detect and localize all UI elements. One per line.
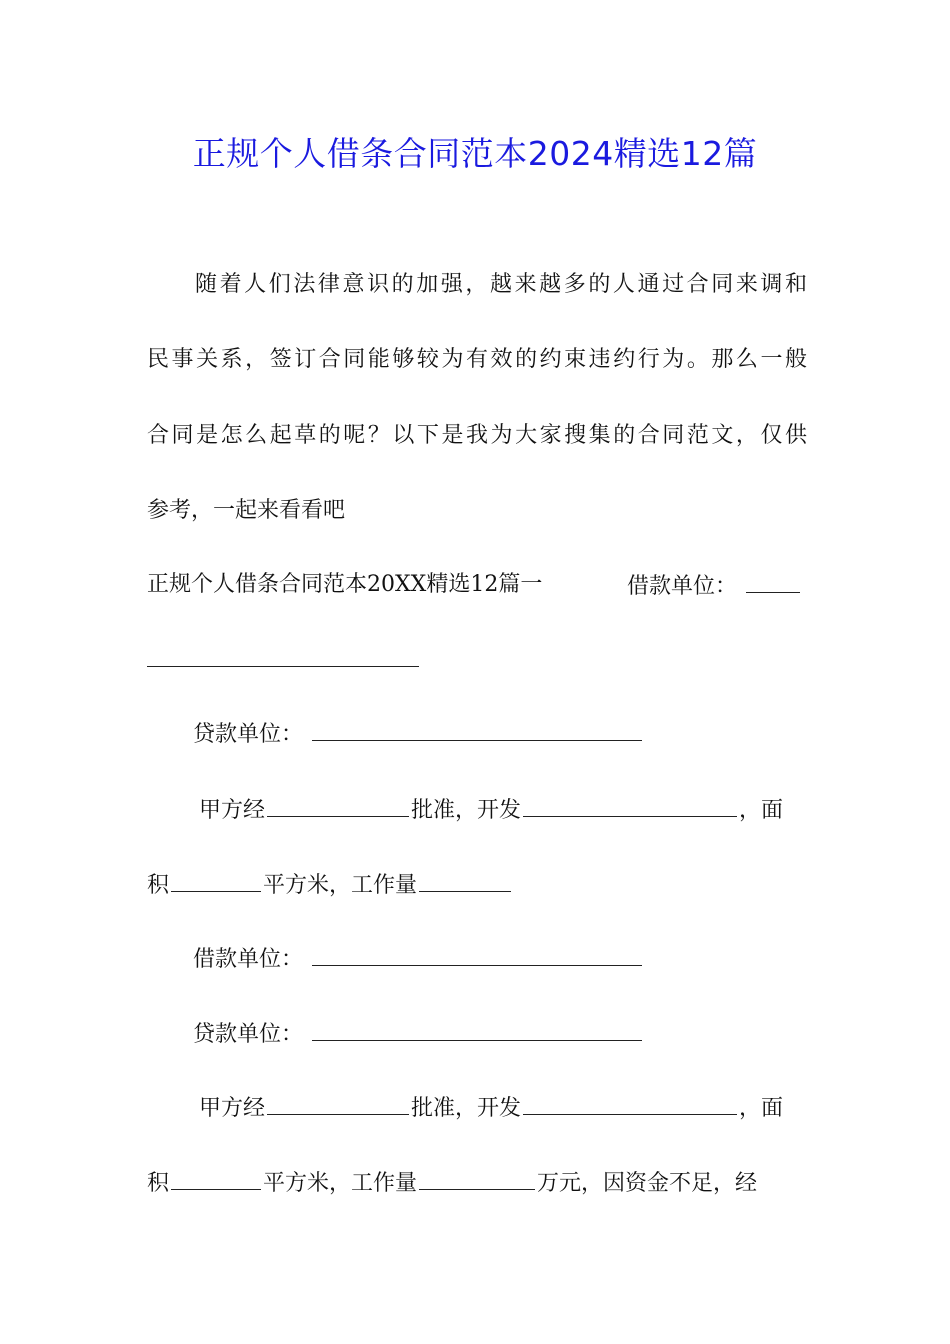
borrower-blank-2 [312,943,642,966]
approver-blank [267,794,409,817]
party-a-line-1 [199,794,783,826]
tail-text: 万元，因资金不足，经 [537,1171,758,1196]
area-text-2: ，面 [739,1096,784,1121]
sqm-workload-text-2: 平方米，工作量 [263,1171,418,1196]
section-heading: 正规个人借条合同范本20XX精选12篇一 [147,572,543,597]
party-a-prefix-2: 甲方经 [199,1096,266,1121]
intro-line-1: 随着人们法律意识的加强，越来越多的人通过合同来调和 [195,272,807,297]
lender-label-2: 贷款单位： [193,1022,304,1047]
lender-blank-2 [312,1018,642,1041]
party-a-prefix: 甲方经 [199,798,266,823]
lender-line-1 [193,718,644,750]
area-blank-2 [171,1167,261,1190]
approve-develop-text-2: 批准，开发 [411,1096,522,1121]
project-blank [523,794,737,817]
borrower-blank [746,570,800,593]
party-a-line-2 [199,1092,783,1124]
borrower-label-2: 借款单位： [193,947,304,972]
intro-line-3: 合同是怎么起草的呢？以下是我为大家搜集的合同范文，仅供 [147,423,807,448]
borrower-line-2 [193,943,644,975]
lender-label: 贷款单位： [193,722,304,747]
lender-line-2 [193,1018,644,1050]
sqm-workload-text: 平方米，工作量 [263,873,418,898]
project-blank-2 [523,1092,737,1115]
workload-blank [419,869,511,892]
borrower-blank-continued [147,666,419,667]
area-prefix: 积 [147,873,170,898]
borrower-line-1 [627,570,802,602]
intro-line-4: 参考，一起来看看吧 [147,498,346,523]
workload-blank-2 [419,1167,535,1190]
area-line-2 [147,1167,757,1199]
area-blank [171,869,261,892]
document-title: 正规个人借条合同范本2024精选12篇 [192,134,758,173]
section-heading-line [147,570,542,600]
area-line-1 [147,869,513,901]
approve-develop-text: 批准，开发 [411,798,522,823]
area-prefix-2: 积 [147,1171,170,1196]
lender-blank [312,718,642,741]
borrower-label: 借款单位： [627,574,738,599]
intro-line-2: 民事关系，签订合同能够较为有效的约束违约行为。那么一般 [147,347,807,372]
area-text: ，面 [739,798,784,823]
approver-blank-2 [267,1092,409,1115]
